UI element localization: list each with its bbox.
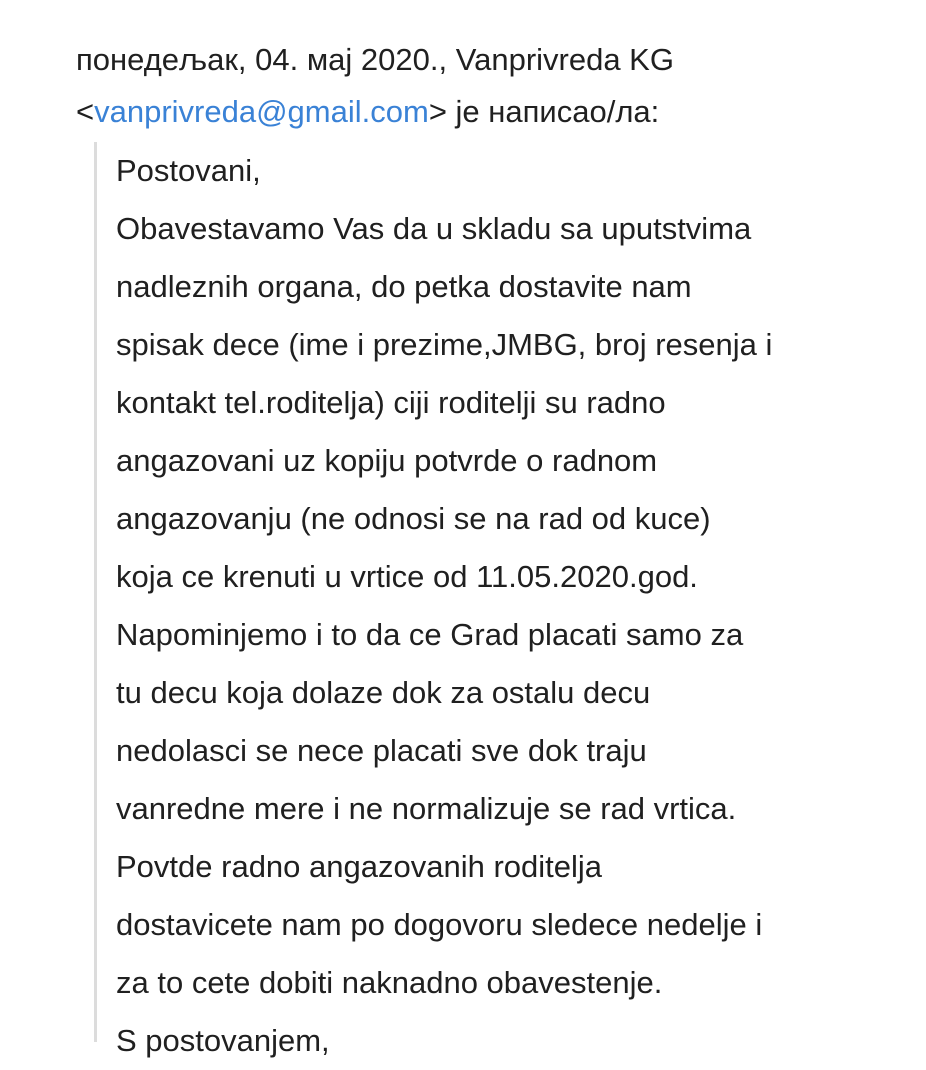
message-line: vanredne mere i ne normalizuje se rad vrtica. — [116, 791, 737, 826]
message-line: angazovanju (ne odnosi se na rad od kuce) — [116, 501, 711, 536]
message-line: nedolasci se nece placati sve dok traju — [116, 733, 647, 768]
attribution-wrote-label: > је написао/ла: — [428, 94, 660, 129]
attribution-open-bracket: < — [76, 94, 95, 129]
message-line: za to cete dobiti naknadno obavestenje. — [116, 965, 663, 1000]
message-line: nadleznih organa, do petka dostavite nam — [116, 269, 692, 304]
message-line: koja ce krenuti u vrtice od 11.05.2020.god. — [116, 559, 698, 594]
message-line: tu decu koja dolaze dok za ostalu decu — [116, 675, 651, 710]
message-line: kontakt tel.roditelja) ciji roditelji su radno — [116, 385, 666, 420]
sender-email-link[interactable]: vanprivreda@gmail.com — [94, 94, 429, 129]
quoted-message-body — [116, 142, 916, 1070]
message-line: angazovani uz kopiju potvrde o radnom — [116, 443, 658, 478]
message-line: Napominjemo i to da ce Grad placati samo za — [116, 617, 744, 652]
message-line: Postovani, — [116, 153, 261, 188]
message-line: Povtde radno angazovanih roditelja — [116, 849, 603, 884]
attribution-date-sender: понедељак, 04. мај 2020., Vanprivreda KG — [76, 42, 674, 77]
message-line: S postovanjem, — [116, 1023, 330, 1058]
attribution-email-line — [76, 86, 916, 138]
message-line: Obavestavamo Vas da u skladu sa uputstvima — [116, 211, 752, 246]
message-line: spisak dece (ime i prezime,JMBG, broj resenja i — [116, 327, 773, 362]
quote-bar — [94, 142, 97, 1042]
message-line: dostavicete nam po dogovoru sledece nedelje i — [116, 907, 763, 942]
quote-attribution — [76, 34, 916, 138]
